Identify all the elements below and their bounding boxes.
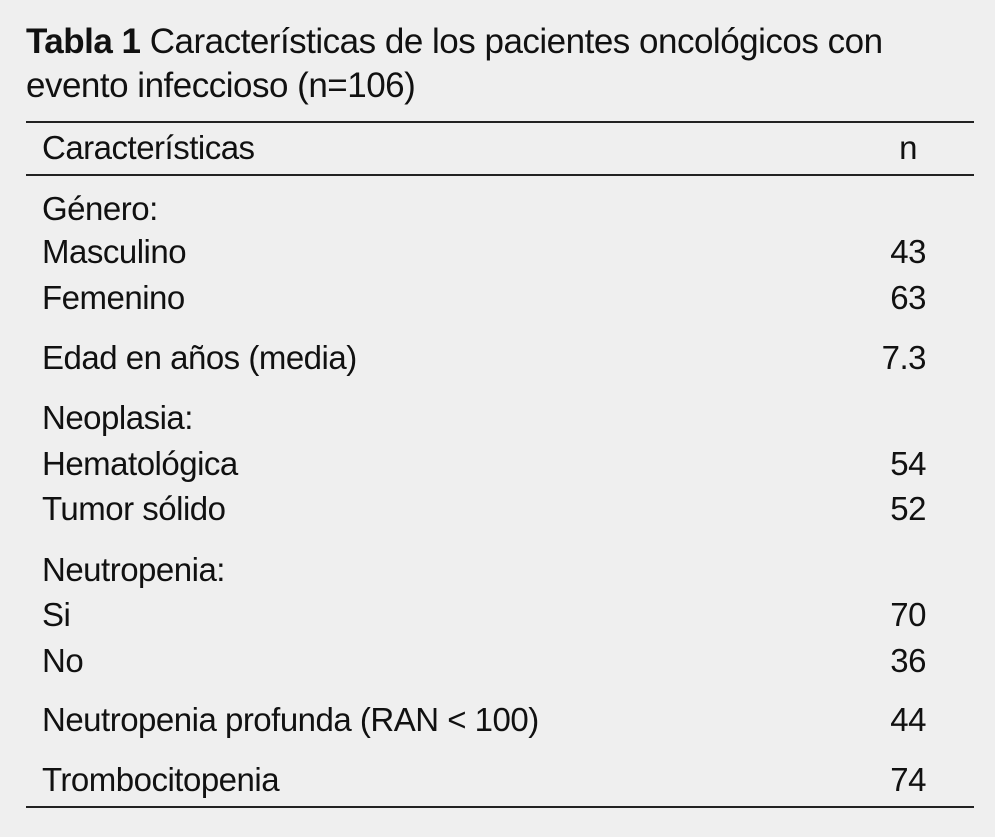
row-label: Trombocitopenia [42, 761, 280, 798]
row-label: Tumor sólido [42, 490, 226, 527]
table-row [42, 593, 932, 637]
table-row [42, 276, 932, 320]
row-label: Neutropenia: [42, 551, 225, 588]
table-row [42, 187, 932, 231]
table-row [42, 639, 932, 683]
row-label: Edad en años (media) [42, 339, 357, 376]
row-value: 70 [890, 596, 926, 633]
row-label: Neoplasia: [42, 399, 193, 436]
row-label: Hematológica [42, 445, 238, 482]
table-row [42, 442, 932, 486]
row-value: 43 [890, 233, 926, 270]
row-value: 54 [890, 445, 926, 482]
table-caption [26, 20, 966, 108]
caption-label: Tabla 1 [26, 22, 141, 61]
row-value: 44 [890, 701, 926, 738]
table-row [42, 396, 932, 440]
bottom-rule [26, 806, 974, 808]
row-label: Neutropenia profunda (RAN < 100) [42, 701, 539, 738]
table-row [42, 758, 932, 802]
row-value: 7.3 [881, 339, 926, 376]
row-value: 52 [890, 490, 926, 527]
table-row [42, 336, 932, 380]
header-characteristics: Características [42, 129, 255, 166]
header-rule [26, 174, 974, 176]
row-value: 63 [890, 279, 926, 316]
row-value: 36 [890, 642, 926, 679]
table-row [42, 487, 932, 531]
row-value: 74 [890, 761, 926, 798]
top-rule [26, 121, 974, 123]
caption-text: Características de los pacientes oncológicos con evento infeccioso (n=106) [26, 22, 883, 105]
header-n: n [899, 129, 917, 166]
row-label: Femenino [42, 279, 185, 316]
row-label: Si [42, 596, 71, 633]
table-header [42, 126, 932, 170]
table-row [42, 698, 932, 742]
row-label: Masculino [42, 233, 187, 270]
table-row [42, 548, 932, 592]
row-label: No [42, 642, 84, 679]
row-label: Género: [42, 190, 158, 227]
table-row [42, 230, 932, 274]
